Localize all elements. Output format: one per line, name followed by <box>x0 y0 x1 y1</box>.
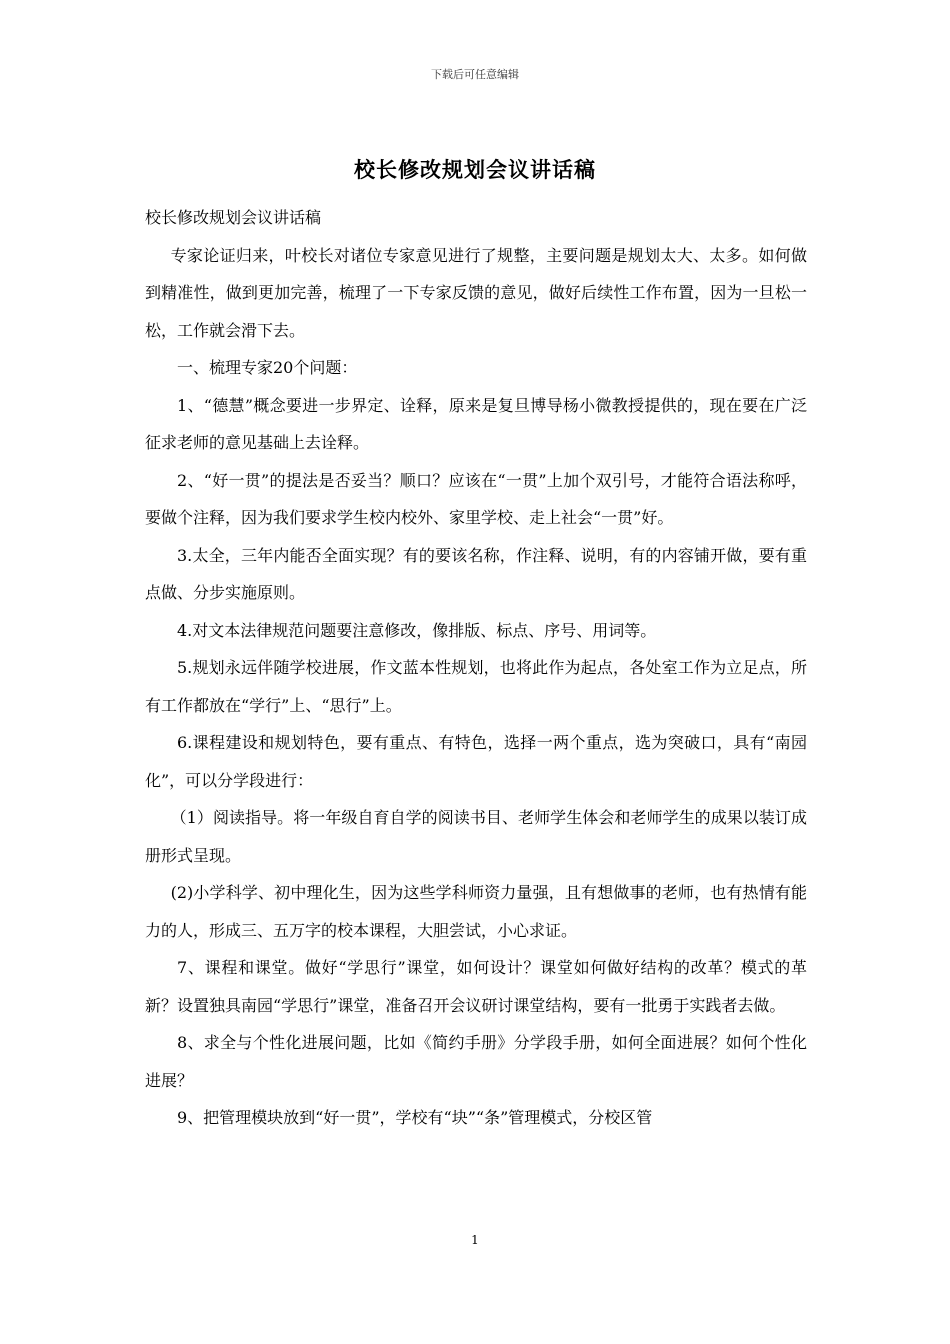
sub-item-1: （1）阅读指导。将一年级自育自学的阅读书目、老师学生体会和老师学生的成果以装订成册形式呈现。 <box>145 808 807 865</box>
page-number: 1 <box>471 1233 479 1247</box>
list-item-1: 1、“德慧”概念要进一步界定、诠释，原来是复旦博导杨小微教授提供的，现在要在广泛征求老师的意见基础上去诠释。 <box>145 395 807 452</box>
list-item-5: 5.规划永远伴随学校进展，作文蓝本性规划，也将此作为起点，各处室工作为立足点，所有工作都放在“学行”上、“思行”上。 <box>145 658 807 715</box>
body-paragraph: 专家论证归来，叶校长对诸位专家意见进行了规整，主要问题是规划太大、太多。如何做到精准性，做到更加完善，梳理了一下专家反馈的意见，做好后续性工作布置，因为一旦松一松，工作就会滑下去。 <box>145 245 807 340</box>
list-item-9: 9、把管理模块放到“好一贯”，学校有“块”“条”管理模式，分校区管 <box>177 1108 653 1127</box>
document-body <box>145 199 807 1137</box>
list-item-2: 2、“好一贯”的提法是否妥当？顺口？应该在“一贯”上加个双引号，才能符合语法称呼，要做个注释，因为我们要求学生校内校外、家里学校、走上社会“一贯”好。 <box>145 470 807 527</box>
list-item-3: 3.太全，三年内能否全面实现？有的要该名称，作注释、说明，有的内容铺开做，要有重点做、分步实施原则。 <box>145 545 807 602</box>
header-note: 下载后可任意编辑 <box>431 68 519 81</box>
document-title: 校长修改规划会议讲话稿 <box>354 157 596 182</box>
list-item-7: 7、课程和课堂。做好“学思行”课堂，如何设计？课堂如何做好结构的改革？模式的革新？设置独具南园“学思行”课堂，准备召开会议研讨课堂结构，要有一批勇于实践者去做。 <box>145 958 807 1015</box>
list-item-6: 6.课程建设和规划特色，要有重点、有特色，选择一两个重点，选为突破口，具有“南园化”，可以分学段进行： <box>145 733 807 790</box>
list-item-4: 4.对文本法律规范问题要注意修改，像排版、标点、序号、用词等。 <box>177 620 657 640</box>
sub-item-2: (2)小学科学、初中理化生，因为这些学科师资力量强，且有想做事的老师，也有热情有能力的人，形成三、五万字的校本课程，大胆尝试，小心求证。 <box>145 883 807 940</box>
section-heading: 一、梳理专家20个问题： <box>177 358 358 377</box>
subtitle-paragraph: 校长修改规划会议讲话稿 <box>145 208 322 227</box>
list-item-8: 8、求全与个性化进展问题，比如《简约手册》分学段手册，如何全面进展？如何个性化进展？ <box>145 1033 807 1090</box>
